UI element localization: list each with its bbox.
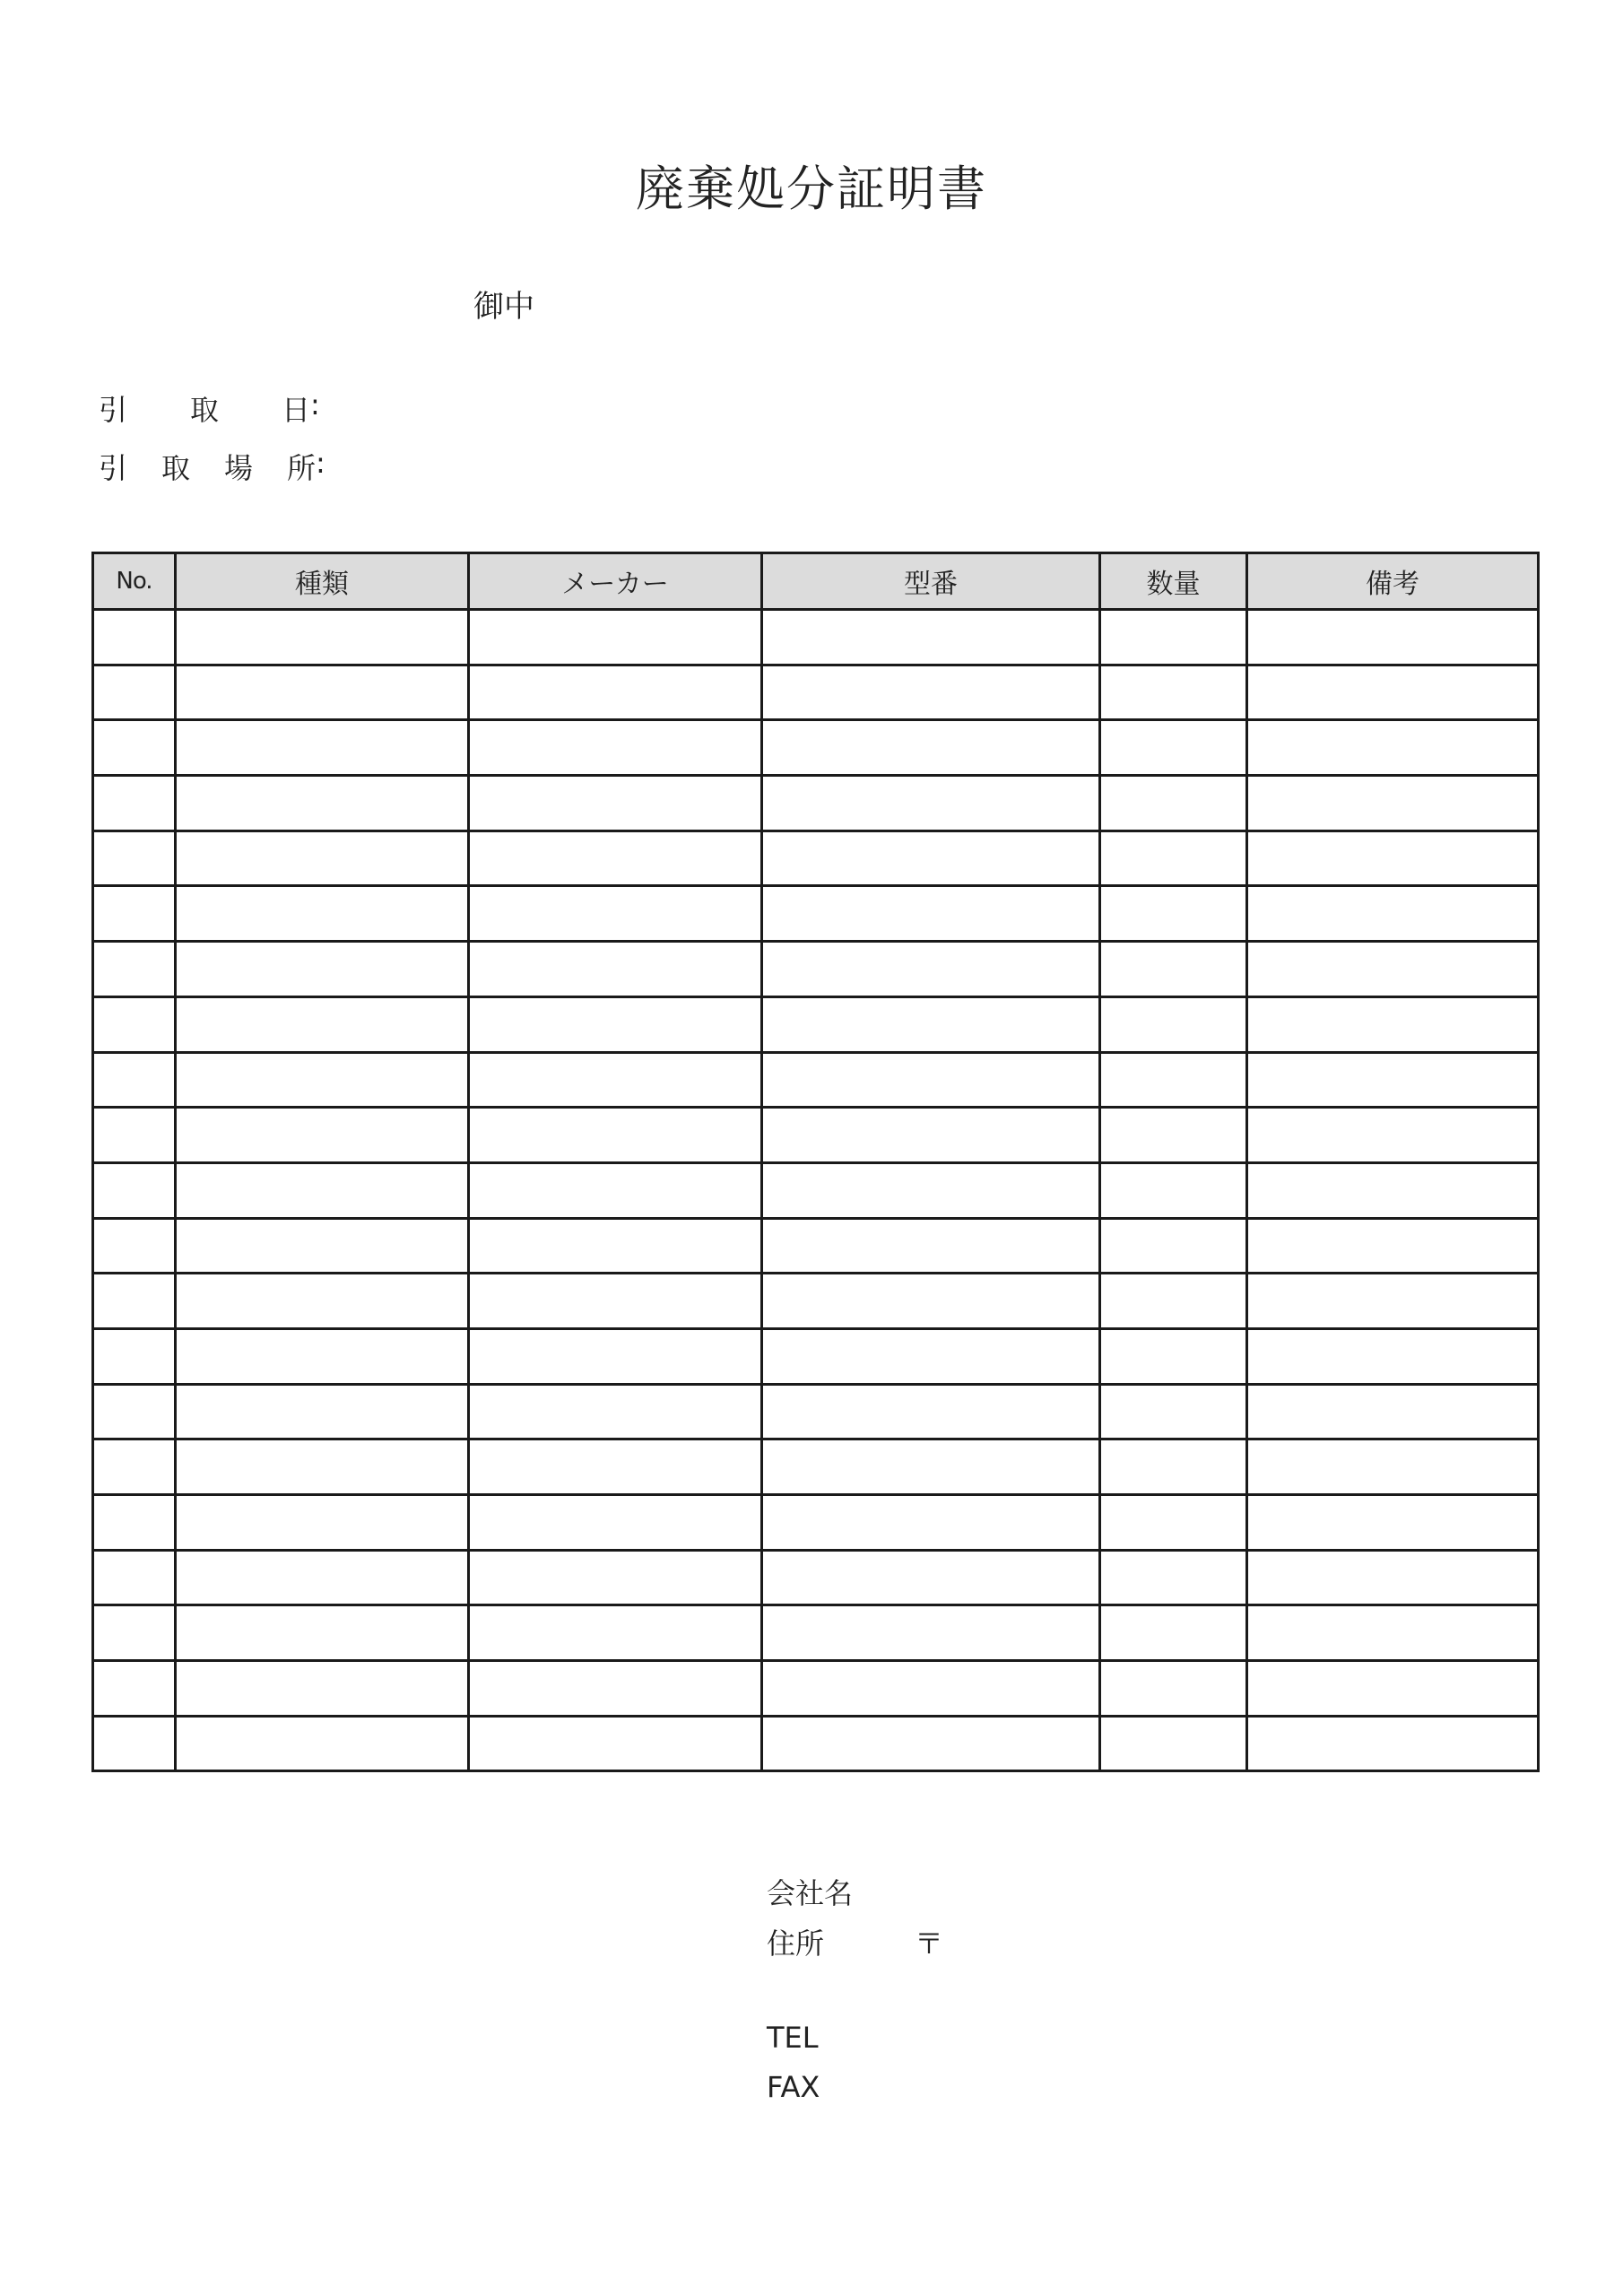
cell-remarks[interactable] <box>1247 1274 1539 1329</box>
cell-model-number[interactable] <box>762 665 1100 720</box>
cell-maker[interactable] <box>469 1108 762 1163</box>
cell-no[interactable] <box>93 1108 176 1163</box>
cell-type[interactable] <box>176 1108 469 1163</box>
cell-model-number[interactable] <box>762 776 1100 831</box>
table-row <box>93 1162 1539 1218</box>
cell-no[interactable] <box>93 1328 176 1384</box>
cell-quantity[interactable] <box>1100 610 1247 665</box>
table-row <box>93 1439 1539 1495</box>
postal-mark: 〒 <box>915 1926 944 1961</box>
cell-model-number[interactable] <box>762 1550 1100 1605</box>
cell-model-number[interactable] <box>762 1716 1100 1771</box>
cell-maker[interactable] <box>469 610 762 665</box>
cell-type[interactable] <box>176 1328 469 1384</box>
cell-model-number[interactable] <box>762 942 1100 997</box>
table-row <box>93 665 1539 720</box>
cell-no[interactable] <box>93 610 176 665</box>
cell-quantity[interactable] <box>1100 1384 1247 1439</box>
cell-type[interactable] <box>176 665 469 720</box>
cell-maker[interactable] <box>469 1328 762 1384</box>
cell-remarks[interactable] <box>1247 942 1539 997</box>
cell-type[interactable] <box>176 1439 469 1495</box>
table-row <box>93 610 1539 665</box>
cell-type[interactable] <box>176 1052 469 1108</box>
pickup-place-colon: : <box>316 446 325 480</box>
cell-model-number[interactable] <box>762 1384 1100 1439</box>
cell-quantity[interactable] <box>1100 1716 1247 1771</box>
cell-quantity[interactable] <box>1100 1550 1247 1605</box>
table-row <box>93 831 1539 886</box>
cell-quantity[interactable] <box>1100 1495 1247 1551</box>
table-row <box>93 1716 1539 1771</box>
cell-maker[interactable] <box>469 996 762 1052</box>
cell-remarks[interactable] <box>1247 776 1539 831</box>
cell-remarks[interactable] <box>1247 1162 1539 1218</box>
cell-no[interactable] <box>93 1495 176 1551</box>
cell-remarks[interactable] <box>1247 996 1539 1052</box>
disposal-items-table <box>91 552 1540 1772</box>
company-address-line <box>767 1921 943 1962</box>
cell-quantity[interactable] <box>1100 831 1247 886</box>
pickup-date-field <box>99 387 320 429</box>
company-fax-line <box>767 2070 820 2104</box>
cell-model-number[interactable] <box>762 831 1100 886</box>
cell-quantity[interactable] <box>1100 1162 1247 1218</box>
cell-remarks[interactable] <box>1247 1495 1539 1551</box>
cell-model-number[interactable] <box>762 1661 1100 1717</box>
table-row <box>93 1495 1539 1551</box>
cell-remarks[interactable] <box>1247 886 1539 942</box>
cell-maker[interactable] <box>469 665 762 720</box>
cell-no[interactable] <box>93 996 176 1052</box>
cell-maker[interactable] <box>469 886 762 942</box>
table-row <box>93 1328 1539 1384</box>
cell-remarks[interactable] <box>1247 1439 1539 1495</box>
header-no: No. <box>93 553 176 610</box>
header-type: 種類 <box>176 553 469 610</box>
cell-maker[interactable] <box>469 720 762 776</box>
cell-quantity[interactable] <box>1100 1439 1247 1495</box>
cell-remarks[interactable] <box>1247 1052 1539 1108</box>
cell-maker[interactable] <box>469 1274 762 1329</box>
cell-remarks[interactable] <box>1247 1328 1539 1384</box>
table-row <box>93 942 1539 997</box>
cell-type[interactable] <box>176 1162 469 1218</box>
cell-type[interactable] <box>176 776 469 831</box>
pickup-date-colon: : <box>310 387 320 422</box>
table-row <box>93 886 1539 942</box>
cell-type[interactable] <box>176 720 469 776</box>
cell-quantity[interactable] <box>1100 1274 1247 1329</box>
header-maker: メーカー <box>469 553 762 610</box>
cell-no[interactable] <box>93 1274 176 1329</box>
cell-no[interactable] <box>93 831 176 886</box>
cell-maker[interactable] <box>469 1495 762 1551</box>
cell-maker[interactable] <box>469 776 762 831</box>
table-row <box>93 1661 1539 1717</box>
cell-model-number[interactable] <box>762 1328 1100 1384</box>
cell-maker[interactable] <box>469 942 762 997</box>
cell-model-number[interactable] <box>762 610 1100 665</box>
cell-type[interactable] <box>176 610 469 665</box>
pickup-place-char: 所 <box>287 451 317 485</box>
cell-type[interactable] <box>176 1550 469 1605</box>
pickup-place-field <box>99 446 325 487</box>
cell-quantity[interactable] <box>1100 665 1247 720</box>
cell-quantity[interactable] <box>1100 720 1247 776</box>
company-tel-label: TEL <box>767 2021 819 2055</box>
cell-remarks[interactable] <box>1247 1716 1539 1771</box>
cell-maker[interactable] <box>469 1162 762 1218</box>
cell-quantity[interactable] <box>1100 1218 1247 1274</box>
cell-model-number[interactable] <box>762 996 1100 1052</box>
cell-remarks[interactable] <box>1247 1661 1539 1717</box>
cell-type[interactable] <box>176 831 469 886</box>
cell-quantity[interactable] <box>1100 1605 1247 1661</box>
cell-quantity[interactable] <box>1100 1661 1247 1717</box>
cell-model-number[interactable] <box>762 720 1100 776</box>
cell-no[interactable] <box>93 720 176 776</box>
cell-remarks[interactable] <box>1247 1218 1539 1274</box>
cell-type[interactable] <box>176 996 469 1052</box>
addressee-suffix: 御中 <box>473 289 534 325</box>
cell-quantity[interactable] <box>1100 886 1247 942</box>
cell-remarks[interactable] <box>1247 720 1539 776</box>
cell-type[interactable] <box>176 942 469 997</box>
table-row <box>93 996 1539 1052</box>
cell-maker[interactable] <box>469 1052 762 1108</box>
table-body <box>93 610 1539 1771</box>
table-row <box>93 1550 1539 1605</box>
cell-quantity[interactable] <box>1100 1108 1247 1163</box>
cell-no[interactable] <box>93 665 176 720</box>
table-row <box>93 1274 1539 1329</box>
header-model-number: 型番 <box>762 553 1100 610</box>
cell-quantity[interactable] <box>1100 942 1247 997</box>
cell-type[interactable] <box>176 1661 469 1717</box>
table-row <box>93 1108 1539 1163</box>
cell-quantity[interactable] <box>1100 776 1247 831</box>
cell-type[interactable] <box>176 1218 469 1274</box>
table-row <box>93 720 1539 776</box>
cell-type[interactable] <box>176 1384 469 1439</box>
table-row <box>93 1218 1539 1274</box>
company-name-line <box>767 1871 915 1912</box>
cell-model-number[interactable] <box>762 1162 1100 1218</box>
cell-model-number[interactable] <box>762 1495 1100 1551</box>
cell-maker[interactable] <box>469 1716 762 1771</box>
pickup-date-char: 日 <box>282 393 311 427</box>
cell-remarks[interactable] <box>1247 1384 1539 1439</box>
cell-no[interactable] <box>93 1605 176 1661</box>
cell-model-number[interactable] <box>762 886 1100 942</box>
cell-no[interactable] <box>93 942 176 997</box>
cell-no[interactable] <box>93 886 176 942</box>
cell-quantity[interactable] <box>1100 1328 1247 1384</box>
pickup-date-char: 取 <box>190 393 220 427</box>
cell-no[interactable] <box>93 1384 176 1439</box>
cell-no[interactable] <box>93 1716 176 1771</box>
cell-maker[interactable] <box>469 1605 762 1661</box>
cell-no[interactable] <box>93 1439 176 1495</box>
cell-maker[interactable] <box>469 1218 762 1274</box>
pickup-place-char: 場 <box>224 451 254 485</box>
pickup-date-char: 引 <box>99 393 128 427</box>
cell-maker[interactable] <box>469 1661 762 1717</box>
cell-type[interactable] <box>176 1716 469 1771</box>
table-row <box>93 1052 1539 1108</box>
cell-model-number[interactable] <box>762 1218 1100 1274</box>
table-header-row <box>93 553 1539 610</box>
cell-type[interactable] <box>176 886 469 942</box>
cell-quantity[interactable] <box>1100 1052 1247 1108</box>
cell-no[interactable] <box>93 1550 176 1605</box>
cell-model-number[interactable] <box>762 1605 1100 1661</box>
cell-remarks[interactable] <box>1247 1605 1539 1661</box>
company-name-label: 会社名 <box>767 1876 854 1910</box>
cell-maker[interactable] <box>469 1439 762 1495</box>
cell-no[interactable] <box>93 1162 176 1218</box>
cell-no[interactable] <box>93 1661 176 1717</box>
pickup-place-char: 取 <box>161 451 191 485</box>
cell-remarks[interactable] <box>1247 610 1539 665</box>
cell-no[interactable] <box>93 1052 176 1108</box>
cell-type[interactable] <box>176 1274 469 1329</box>
table-row <box>93 1605 1539 1661</box>
header-quantity: 数量 <box>1100 553 1247 610</box>
cell-remarks[interactable] <box>1247 1550 1539 1605</box>
cell-maker[interactable] <box>469 1550 762 1605</box>
cell-no[interactable] <box>93 776 176 831</box>
company-fax-label: FAX <box>767 2070 820 2104</box>
company-address-label: 住所 <box>767 1926 825 1961</box>
header-remarks: 備考 <box>1247 553 1539 610</box>
cell-remarks[interactable] <box>1247 831 1539 886</box>
company-tel-line <box>767 2021 819 2055</box>
table-row <box>93 1384 1539 1439</box>
cell-remarks[interactable] <box>1247 1108 1539 1163</box>
cell-maker[interactable] <box>469 831 762 886</box>
cell-model-number[interactable] <box>762 1108 1100 1163</box>
document-title: 廃棄処分証明書 <box>636 161 987 217</box>
cell-type[interactable] <box>176 1495 469 1551</box>
cell-model-number[interactable] <box>762 1439 1100 1495</box>
cell-remarks[interactable] <box>1247 665 1539 720</box>
cell-model-number[interactable] <box>762 1274 1100 1329</box>
table-row <box>93 776 1539 831</box>
cell-quantity[interactable] <box>1100 996 1247 1052</box>
cell-no[interactable] <box>93 1218 176 1274</box>
cell-maker[interactable] <box>469 1384 762 1439</box>
cell-model-number[interactable] <box>762 1052 1100 1108</box>
cell-type[interactable] <box>176 1605 469 1661</box>
pickup-place-char: 引 <box>99 451 128 485</box>
